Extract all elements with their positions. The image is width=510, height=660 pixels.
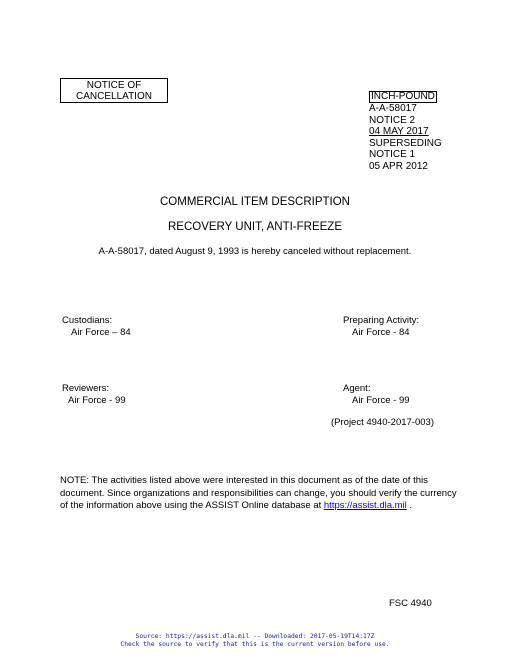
- document-id: A-A-58017: [369, 103, 417, 114]
- document-subtitle: RECOVERY UNIT, ANTI-FREEZE: [167, 221, 343, 233]
- note-line-3: [60, 500, 457, 513]
- notice-number: NOTICE 2: [369, 114, 416, 126]
- note-line-3-suffix: .: [406, 500, 413, 511]
- note-line-3-text: of the information above using the ASSIST Online database at: [60, 500, 324, 511]
- preparing-activity-value: Air Force - 84: [352, 327, 410, 338]
- custodians-block: [62, 315, 131, 339]
- agent-block: [343, 383, 410, 407]
- preparing-activity-block: [343, 315, 419, 339]
- cancellation-statement: A-A-58017, dated August 9, 1993 is hereby canceled without replacement.: [98, 246, 412, 257]
- inch-pound-label: INCH-POUND: [371, 91, 435, 102]
- previous-date: 05 APR 2012: [369, 160, 428, 172]
- notice-box-line1: NOTICE OF: [86, 80, 142, 91]
- note-line-2: document. Since organizations and responsibilities can change, you should verify the currency: [60, 487, 457, 499]
- notice-box-line2: CANCELLATION: [76, 91, 152, 102]
- fsc-code: FSC 4940: [389, 598, 432, 609]
- download-source-footer: [0, 633, 510, 648]
- preparing-activity-label: Preparing Activity:: [343, 315, 420, 326]
- previous-notice: NOTICE 1: [369, 149, 416, 160]
- agent-label: Agent:: [343, 383, 371, 394]
- reviewers-value: Air Force - 99: [68, 395, 126, 406]
- notice-of-cancellation-box: [60, 78, 168, 103]
- reviewers-label: Reviewers:: [62, 383, 109, 394]
- notice-date: 04 MAY 2017: [369, 126, 429, 137]
- assist-link[interactable]: https://assist.dla.mil: [323, 500, 407, 511]
- document-title: COMMERCIAL ITEM DESCRIPTION: [160, 196, 350, 208]
- custodians-label: Custodians:: [62, 315, 113, 326]
- agent-value: Air Force - 99: [352, 395, 410, 406]
- project-number: (Project 4940-2017-003): [331, 417, 434, 428]
- footer-line-1: Source: https://assist.dla.mil -- Downloaded: 2017-05-19T14:17Z: [135, 633, 375, 640]
- header-right-block: [369, 91, 442, 172]
- note-paragraph: [60, 475, 457, 513]
- custodians-value: Air Force – 84: [71, 327, 131, 338]
- footer-line-2: Check the source to verify that this is the current version before use.: [120, 640, 390, 648]
- reviewers-block: [62, 383, 126, 407]
- superseding-label: SUPERSEDING: [369, 137, 442, 149]
- note-line-1: NOTE: The activities listed above were interested in this document as of the date of this: [60, 475, 428, 486]
